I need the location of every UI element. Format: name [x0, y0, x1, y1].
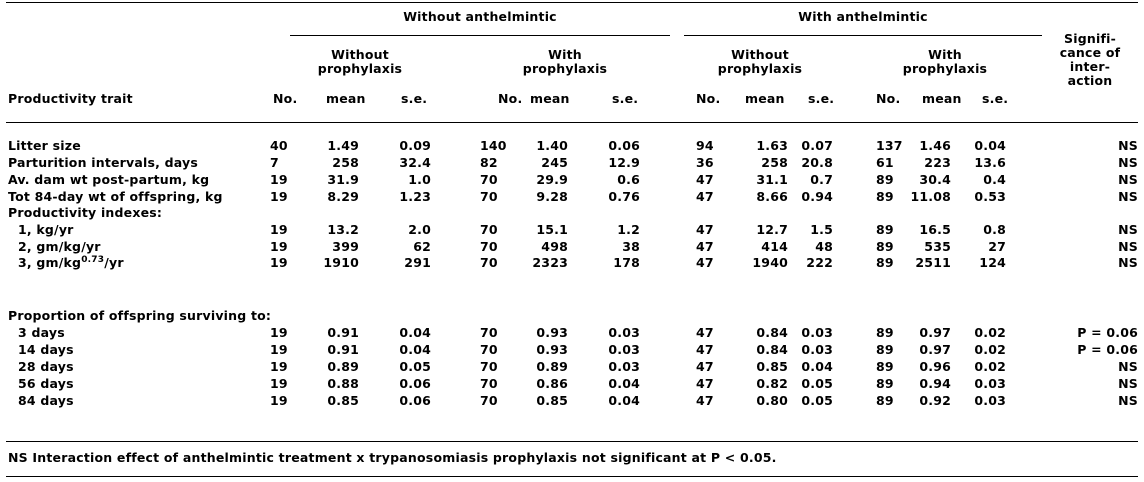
cell-g2-se: 38 — [622, 239, 640, 254]
cell-g2-mean: 1.40 — [536, 138, 568, 153]
group-rule-with-anthelmintic — [684, 35, 1042, 36]
cell-g2-mean: 0.89 — [536, 359, 568, 374]
cell-g3-se: 0.7 — [810, 172, 833, 187]
significance-cell: NS — [1118, 239, 1138, 254]
cell-g3-no: 47 — [696, 172, 714, 187]
cell-g3-mean: 31.1 — [756, 172, 788, 187]
row-label: Av. dam wt post-partum, kg — [8, 172, 210, 187]
cell-g2-mean: 498 — [541, 239, 568, 254]
cell-g4-no: 89 — [876, 393, 894, 408]
cell-g3-se: 0.05 — [801, 393, 833, 408]
cell-g4-mean: 0.92 — [919, 393, 951, 408]
cell-g1-mean: 0.85 — [327, 393, 359, 408]
cell-g4-se: 27 — [988, 239, 1006, 254]
col-header-no: No. — [273, 91, 298, 106]
group-rule-without-anthelmintic — [290, 35, 670, 36]
subheader-without-prophylaxis-1b: prophylaxis — [317, 61, 403, 76]
cell-g4-se: 124 — [979, 255, 1006, 270]
cell-g1-se: 0.04 — [399, 325, 431, 340]
subheader-without-prophylaxis-1: Without — [331, 47, 389, 62]
cell-g2-mean: 15.1 — [536, 222, 568, 237]
cell-g2-se: 0.6 — [617, 172, 640, 187]
cell-g2-mean: 0.85 — [536, 393, 568, 408]
cell-g1-no: 19 — [270, 325, 288, 340]
significance-cell: NS — [1118, 376, 1138, 391]
cell-g3-se: 0.07 — [801, 138, 833, 153]
footnote: NS Interaction effect of anthelmintic treatment x trypanosomiasis prophylaxis not significant at P < 0.05. — [8, 450, 777, 465]
cell-g2-mean: 2323 — [532, 255, 568, 270]
group-header-with-anthelmintic: With anthelmintic — [798, 9, 928, 24]
cell-g1-se: 0.06 — [399, 376, 431, 391]
cell-g3-mean: 1.63 — [756, 138, 788, 153]
cell-g3-no: 47 — [696, 189, 714, 204]
cell-g1-no: 19 — [270, 189, 288, 204]
header-bottom-rule — [6, 122, 1138, 123]
cell-g1-mean: 399 — [332, 239, 359, 254]
significance-cell: NS — [1118, 189, 1138, 204]
cell-g3-mean: 12.7 — [756, 222, 788, 237]
cell-g4-no: 89 — [876, 255, 894, 270]
cell-g1-mean: 13.2 — [327, 222, 359, 237]
cell-g1-se: 0.04 — [399, 342, 431, 357]
cell-g3-mean: 8.66 — [756, 189, 788, 204]
row-label: Litter size — [8, 138, 81, 153]
top-rule — [6, 2, 1138, 3]
cell-g4-no: 89 — [876, 359, 894, 374]
cell-g4-mean: 0.96 — [919, 359, 951, 374]
cell-g1-mean: 1910 — [323, 255, 359, 270]
cell-g4-no: 89 — [876, 189, 894, 204]
cell-g3-se: 0.94 — [801, 189, 833, 204]
productivity-trait-header: Productivity trait — [8, 91, 133, 106]
cell-g4-no: 89 — [876, 325, 894, 340]
significance-cell: NS — [1118, 138, 1138, 153]
cell-g1-se: 62 — [413, 239, 431, 254]
cell-g2-no: 70 — [480, 359, 498, 374]
group-header-without-anthelmintic: Without anthelmintic — [403, 9, 557, 24]
cell-g3-se: 1.5 — [810, 222, 833, 237]
row-label: 84 days — [18, 393, 74, 408]
cell-g4-no: 61 — [876, 155, 894, 170]
bottom-rule — [6, 476, 1138, 477]
cell-g4-mean: 2511 — [915, 255, 951, 270]
cell-g2-no: 140 — [480, 138, 507, 153]
cell-g1-mean: 31.9 — [327, 172, 359, 187]
cell-g4-mean: 30.4 — [919, 172, 951, 187]
row-label: 28 days — [18, 359, 74, 374]
cell-g2-no: 70 — [480, 376, 498, 391]
significance-cell: NS — [1118, 222, 1138, 237]
cell-g1-mean: 0.88 — [327, 376, 359, 391]
cell-g4-mean: 16.5 — [919, 222, 951, 237]
cell-g2-mean: 9.28 — [536, 189, 568, 204]
cell-g1-no: 7 — [270, 155, 279, 170]
subheader-with-prophylaxis-1b: prophylaxis — [522, 61, 608, 76]
cell-g4-mean: 0.94 — [919, 376, 951, 391]
cell-g1-no: 19 — [270, 376, 288, 391]
cell-g1-se: 0.09 — [399, 138, 431, 153]
row-label: 3, $gm/kg^{0.73}/yr$ — [18, 255, 124, 270]
row-label: 1, kg/yr — [18, 222, 74, 237]
significance-cell: NS — [1118, 155, 1138, 170]
row-label: 3 days — [18, 325, 65, 340]
cell-g3-mean: 414 — [761, 239, 788, 254]
cell-g3-se: 0.04 — [801, 359, 833, 374]
cell-g2-se: 0.76 — [608, 189, 640, 204]
cell-g2-no: 70 — [480, 342, 498, 357]
cell-g1-se: 0.05 — [399, 359, 431, 374]
col-header-se: s.e. — [982, 91, 1009, 106]
cell-g4-mean: 535 — [924, 239, 951, 254]
cell-g3-mean: 0.80 — [756, 393, 788, 408]
cell-g3-se: 20.8 — [801, 155, 833, 170]
row-label: 56 days — [18, 376, 74, 391]
col-header-no: No. — [696, 91, 721, 106]
cell-g3-no: 47 — [696, 376, 714, 391]
cell-g1-no: 40 — [270, 138, 288, 153]
significance-cell: P = 0.06 — [1077, 325, 1138, 340]
cell-g4-no: 89 — [876, 376, 894, 391]
cell-g3-no: 47 — [696, 239, 714, 254]
cell-g3-se: 0.05 — [801, 376, 833, 391]
cell-g2-se: 0.04 — [608, 393, 640, 408]
cell-g2-mean: 245 — [541, 155, 568, 170]
cell-g3-mean: 0.82 — [756, 376, 788, 391]
significance-cell: NS — [1118, 255, 1138, 270]
cell-g2-no: 70 — [480, 255, 498, 270]
cell-g4-se: 0.02 — [974, 359, 1006, 374]
col-header-mean: mean — [530, 91, 570, 106]
cell-g4-se: 13.6 — [974, 155, 1006, 170]
col-header-no: No. — [498, 91, 523, 106]
exponent: 0.73 — [81, 255, 105, 265]
cell-g2-mean: 0.86 — [536, 376, 568, 391]
cell-g1-se: 32.4 — [399, 155, 431, 170]
cell-g1-mean: 258 — [332, 155, 359, 170]
cell-g1-mean: 0.91 — [327, 325, 359, 340]
cell-g3-se: 48 — [815, 239, 833, 254]
cell-g3-se: 222 — [806, 255, 833, 270]
cell-g2-mean: 0.93 — [536, 325, 568, 340]
row-label: Parturition intervals, days — [8, 155, 199, 170]
significance-header-3: inter- — [1069, 59, 1111, 74]
cell-g4-se: 0.4 — [983, 172, 1006, 187]
col-header-se: s.e. — [612, 91, 639, 106]
significance-header-2: cance of — [1059, 45, 1121, 60]
subheader-without-prophylaxis-2: Without — [731, 47, 789, 62]
cell-g4-mean: 223 — [924, 155, 951, 170]
cell-g2-se: 0.06 — [608, 138, 640, 153]
cell-g2-se: 0.03 — [608, 342, 640, 357]
cell-g3-mean: 258 — [761, 155, 788, 170]
cell-g2-no: 70 — [480, 325, 498, 340]
cell-g4-se: 0.03 — [974, 376, 1006, 391]
cell-g3-no: 47 — [696, 393, 714, 408]
section-heading: Proportion of offspring surviving to: — [8, 308, 272, 323]
subheader-with-prophylaxis-2: With — [928, 47, 962, 62]
col-header-mean: mean — [922, 91, 962, 106]
cell-g3-no: 94 — [696, 138, 714, 153]
cell-g2-se: 0.03 — [608, 325, 640, 340]
footnote-top-rule — [6, 441, 1138, 442]
cell-g1-se: 2.0 — [408, 222, 431, 237]
subheader-with-prophylaxis-2b: prophylaxis — [902, 61, 988, 76]
cell-g4-se: 0.03 — [974, 393, 1006, 408]
cell-g3-se: 0.03 — [801, 342, 833, 357]
row-label: 14 days — [18, 342, 74, 357]
cell-g3-mean: 1940 — [752, 255, 788, 270]
cell-g1-no: 19 — [270, 359, 288, 374]
cell-g3-mean: 0.84 — [756, 342, 788, 357]
significance-cell: P = 0.06 — [1077, 342, 1138, 357]
cell-g2-no: 70 — [480, 189, 498, 204]
cell-g1-no: 19 — [270, 393, 288, 408]
significance-header-1: Signifi- — [1064, 31, 1116, 46]
cell-g1-no: 19 — [270, 172, 288, 187]
significance-cell: NS — [1118, 172, 1138, 187]
cell-g4-mean: 1.46 — [919, 138, 951, 153]
cell-g1-se: 291 — [404, 255, 431, 270]
cell-g2-mean: 0.93 — [536, 342, 568, 357]
cell-g3-se: 0.03 — [801, 325, 833, 340]
cell-g2-mean: 29.9 — [536, 172, 568, 187]
cell-g4-se: 0.02 — [974, 325, 1006, 340]
subheader-without-prophylaxis-2b: prophylaxis — [717, 61, 803, 76]
cell-g1-mean: 1.49 — [327, 138, 359, 153]
significance-cell: NS — [1118, 393, 1138, 408]
cell-g4-no: 137 — [876, 138, 903, 153]
cell-g4-no: 89 — [876, 239, 894, 254]
cell-g1-se: 1.23 — [399, 189, 431, 204]
cell-g1-mean: 0.89 — [327, 359, 359, 374]
cell-g4-se: 0.02 — [974, 342, 1006, 357]
cell-g4-mean: 0.97 — [919, 342, 951, 357]
cell-g2-se: 178 — [613, 255, 640, 270]
col-header-se: s.e. — [401, 91, 428, 106]
cell-g1-mean: 8.29 — [327, 189, 359, 204]
col-header-se: s.e. — [808, 91, 835, 106]
cell-g2-se: 12.9 — [608, 155, 640, 170]
cell-g3-no: 47 — [696, 342, 714, 357]
cell-g4-se: 0.8 — [983, 222, 1006, 237]
cell-g1-se: 0.06 — [399, 393, 431, 408]
cell-g2-se: 0.03 — [608, 359, 640, 374]
subheader-with-prophylaxis-1: With — [548, 47, 582, 62]
cell-g3-no: 47 — [696, 359, 714, 374]
cell-g4-no: 89 — [876, 342, 894, 357]
col-header-no: No. — [876, 91, 901, 106]
cell-g2-no: 70 — [480, 239, 498, 254]
cell-g3-no: 47 — [696, 255, 714, 270]
cell-g1-no: 19 — [270, 255, 288, 270]
cell-g2-se: 0.04 — [608, 376, 640, 391]
cell-g4-no: 89 — [876, 222, 894, 237]
col-header-mean: mean — [326, 91, 366, 106]
cell-g1-no: 19 — [270, 342, 288, 357]
section-heading: Productivity indexes: — [8, 205, 163, 220]
cell-g4-mean: 0.97 — [919, 325, 951, 340]
col-header-mean: mean — [745, 91, 785, 106]
significance-cell: NS — [1118, 359, 1138, 374]
cell-g4-se: 0.53 — [974, 189, 1006, 204]
cell-g2-no: 70 — [480, 222, 498, 237]
cell-g2-se: 1.2 — [617, 222, 640, 237]
cell-g1-no: 19 — [270, 239, 288, 254]
row-label: Tot 84-day wt of offspring, kg — [8, 189, 223, 204]
cell-g1-no: 19 — [270, 222, 288, 237]
cell-g4-mean: 11.08 — [910, 189, 951, 204]
significance-header-4: action — [1067, 73, 1113, 88]
cell-g3-no: 47 — [696, 222, 714, 237]
cell-g4-no: 89 — [876, 172, 894, 187]
cell-g1-mean: 0.91 — [327, 342, 359, 357]
cell-g3-no: 36 — [696, 155, 714, 170]
cell-g2-no: 70 — [480, 172, 498, 187]
cell-g2-no: 70 — [480, 393, 498, 408]
cell-g3-mean: 0.85 — [756, 359, 788, 374]
cell-g1-se: 1.0 — [408, 172, 431, 187]
cell-g3-mean: 0.84 — [756, 325, 788, 340]
cell-g4-se: 0.04 — [974, 138, 1006, 153]
cell-g3-no: 47 — [696, 325, 714, 340]
cell-g2-no: 82 — [480, 155, 498, 170]
row-label: 2, gm/kg/yr — [18, 239, 101, 254]
